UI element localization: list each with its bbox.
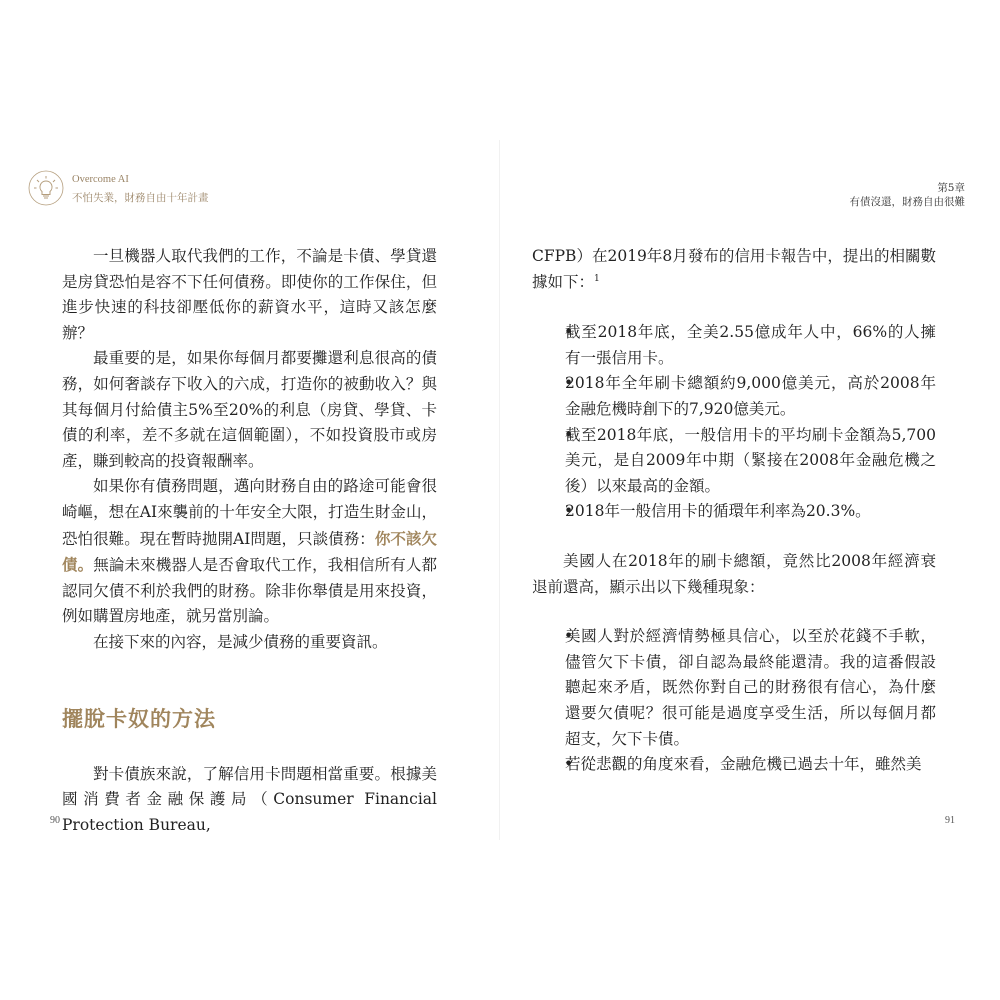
book-subtitle-zh: 不怕失業，財務自由十年計畫 <box>72 192 209 204</box>
list-item: • 2018年全年刷卡總額約9,000億美元，高於2008年金融危機時創下的7,920億美元。 <box>532 371 936 422</box>
chapter-number: 第5章 <box>937 182 965 194</box>
list-item: • 若從悲觀的角度來看，金融危機已過去十年，雖然美 <box>532 752 936 778</box>
footnote-marker: 1 <box>594 273 600 284</box>
paragraph-text: 無論未來機器人是否會取代工作，我相信所有人都認同欠債不利於我們的財務。除非你舉債是用來投資，例如購置房地產，就另當別論。 <box>62 556 437 626</box>
bullet-list <box>532 320 936 525</box>
paragraph: 最重要的是，如果你每個月都要攤還利息很高的債務，如何奢談存下收入的六成，打造你的被動收入？與其每個月付給債主5%至20%的利息（房貸、學貸、卡債的利率，差不多就在這個範圍），不如投資股市或房產，賺到較高的投資報酬率。 <box>62 349 437 470</box>
list-item: • 2018年一般信用卡的循環年利率為20.3%。 <box>532 499 936 525</box>
highlight-text: 你不該欠債。 <box>62 528 437 575</box>
right-body-text <box>532 244 936 778</box>
bullet-list <box>532 624 936 778</box>
right-page <box>500 0 1000 1000</box>
paragraph-text: CFPB）在2019年8月發布的信用卡報告中，提出的相關數據如下： <box>532 247 936 291</box>
page-number: 91 <box>945 815 955 826</box>
paragraph <box>62 474 437 630</box>
left-body-text <box>62 244 437 838</box>
page-number: 90 <box>50 815 60 826</box>
section-heading: 擺脫卡奴的方法 <box>62 705 216 731</box>
list-item: • 美國人對於經濟情勢極具信心，以至於花錢不手軟，儘管欠下卡債，卻自認為最終能還清。我的這番假設聽起來矛盾，既然你對自己的財務很有信心，為什麼還要欠債呢？很可能是過度享受生活，所以每個月都超支，欠下卡債。 <box>532 624 936 752</box>
book-title-en: Overcome AI <box>72 174 129 185</box>
lightbulb-icon <box>26 168 66 208</box>
paragraph: 在接下來的內容，是減少債務的重要資訊。 <box>93 632 388 651</box>
chapter-title: 有債沒還，財務自由很難 <box>849 196 965 208</box>
paragraph: 對卡債族來說，了解信用卡問題相當重要。根據美國消費者金融保護局（Consumer Financial Protection Bureau, <box>62 764 437 834</box>
list-item: • 截至2018年底，全美2.55億成年人中，66%的人擁有一張信用卡。 <box>532 320 936 371</box>
paragraph: 一旦機器人取代我們的工作，不論是卡債、學貸還是房貸恐怕是容不下任何債務。即使你的工作保住，但進步快速的科技卻壓低你的薪資水平，這時又該怎麼辦？ <box>62 247 437 342</box>
list-item: • 截至2018年底，一般信用卡的平均刷卡金額為5,700美元，是自2009年中期（緊接在2008年金融危機之後）以來最高的金額。 <box>532 423 936 500</box>
paragraph-text: 如果你有債務問題，邁向財務自由的路途可能會很崎嶇，想在AI來襲前的十年安全大限，打造生財金山，恐怕很難。現在暫時拋開AI問題，只談債務： <box>62 477 437 548</box>
running-head-right <box>850 181 966 209</box>
paragraph: 美國人在2018年的刷卡總額，竟然比2008年經濟衰退前還高，顯示出以下幾種現象： <box>532 551 936 596</box>
running-head-left <box>26 168 286 218</box>
paragraph <box>532 244 936 295</box>
